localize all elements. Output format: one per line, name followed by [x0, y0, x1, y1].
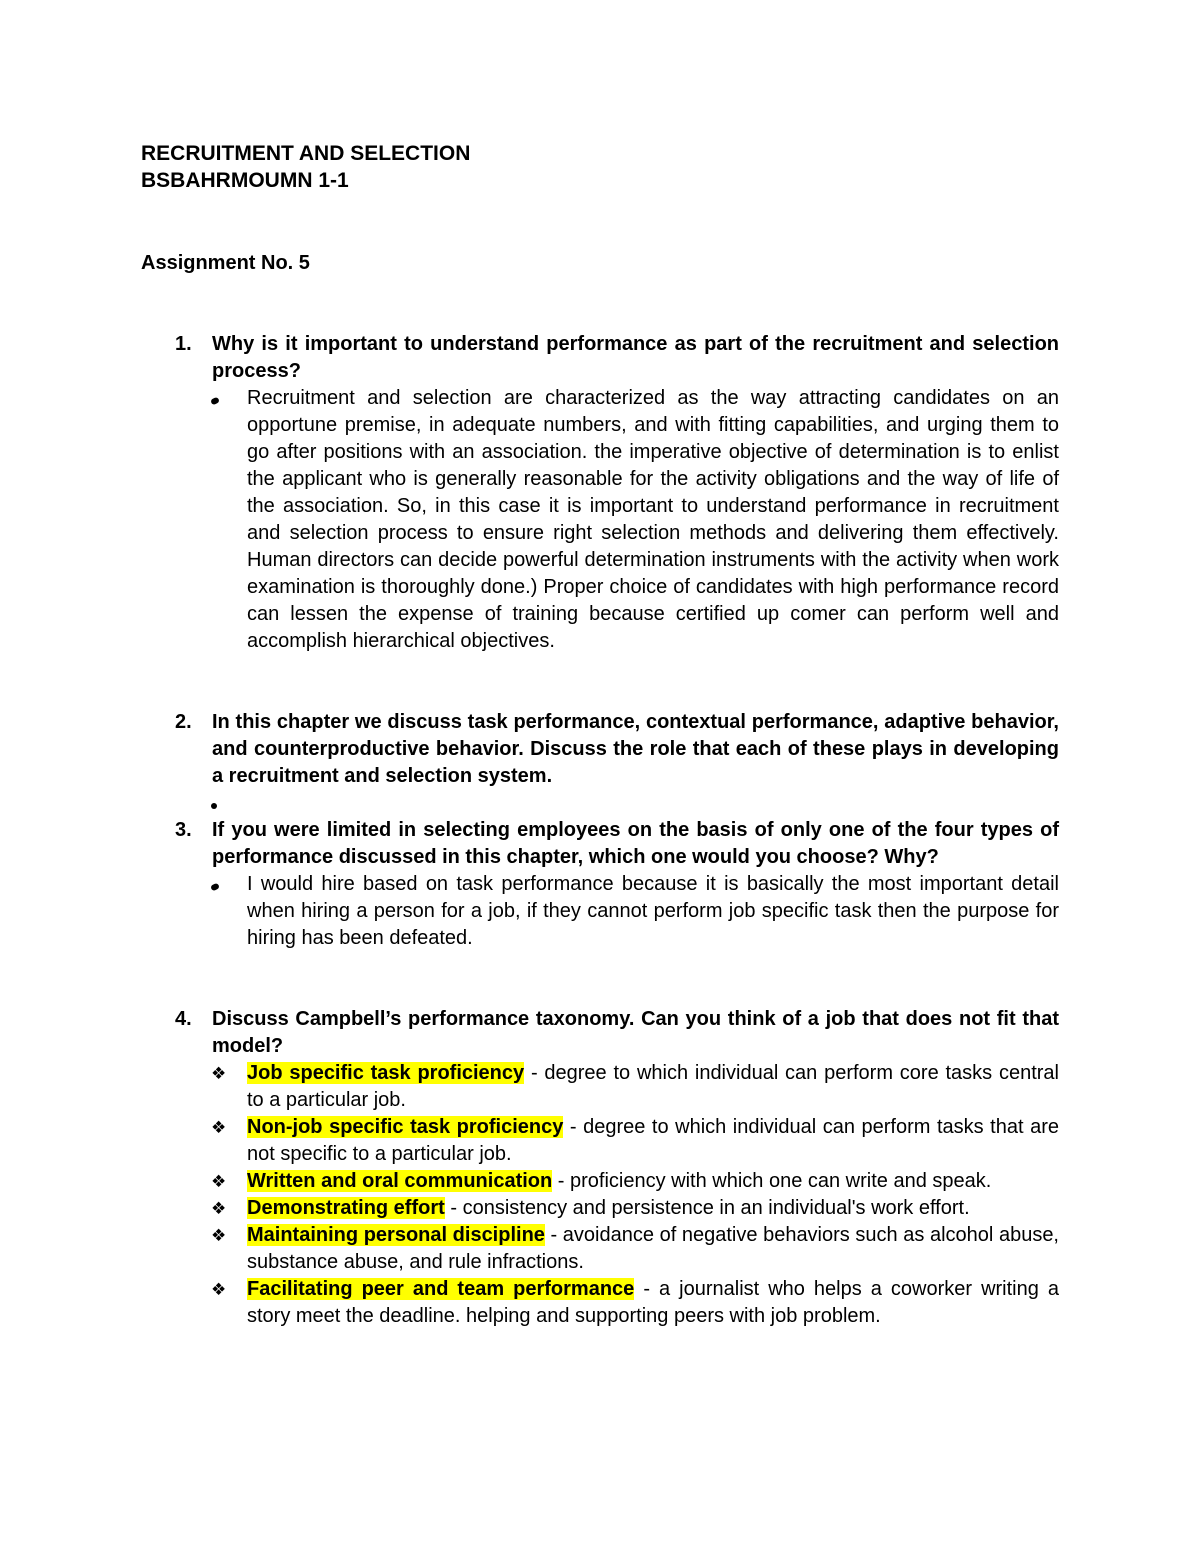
taxonomy-description: - proficiency with which one can write and speak.	[552, 1170, 992, 1192]
document-body	[141, 140, 1059, 1330]
taxonomy-item	[211, 1276, 1060, 1330]
question-1	[141, 331, 1059, 385]
document-title: RECRUITMENT AND SELECTION	[141, 142, 471, 165]
taxonomy-term: Demonstrating effort	[247, 1197, 445, 1219]
answer-2-empty	[247, 790, 1059, 817]
taxonomy-term: Job specific task proficiency	[247, 1062, 525, 1084]
question-number: 3.	[175, 819, 192, 841]
answer-text: Recruitment and selection are characterized as the way attracting candidates on an opportune premise, in adequate numbers, and with fitting capabilities, and urging them to go after positions with an association. the imperative objective of determination is to enlist the applicant who is generally reasonable for the activity obligations and the way of life of the association. So, in this case it is important to understand performance in recruitment and selection process to ensure right selection methods and delivering them effectively. Human directors can decide powerful determination instruments with the activity when work examination is thoroughly done.) Proper choice of candidates with high performance record can lessen the expense of training because certified up comer can perform well and accomplish hierarchical objectives.	[247, 387, 1059, 652]
taxonomy-description: - consistency and persistence in an individual's work effort.	[444, 1197, 970, 1219]
answer-1	[247, 385, 1059, 655]
taxonomy-item	[211, 1222, 1059, 1276]
taxonomy-description: - degree to which individual can perform tasks that are not specific to a particular job.	[247, 1116, 1059, 1165]
taxonomy-item	[211, 1195, 1059, 1222]
bullet-icon	[211, 385, 231, 412]
taxonomy-description: - degree to which individual can perform core tasks central to a particular job.	[247, 1062, 1059, 1111]
taxonomy-description: - a journalist who helps a coworker writing a story meet the deadline. helping and supporting peers with job problem.	[247, 1278, 1060, 1327]
question-text: Discuss Campbell’s performance taxonomy. Can you think of a job that does not fit that model?	[212, 1008, 1059, 1057]
question-text: If you were limited in selecting employees on the basis of only one of the four types of performance discussed in this chapter, which one would you choose? Why?	[212, 819, 1059, 868]
question-number: 4.	[175, 1008, 192, 1030]
taxonomy-item	[211, 1060, 1059, 1114]
answer-text: I would hire based on task performance because it is basically the most important detail when hiring a person for a job, if they cannot perform job specific task then the purpose for hiring has been defeated.	[247, 873, 1059, 949]
question-text: In this chapter we discuss task performance, contextual performance, adaptive behavior, and counterproductive behavior. Discuss the role that each of these plays in developing a recruitment and selection system.	[212, 711, 1059, 787]
diamond-bullet-icon: ❖	[211, 1280, 227, 1299]
diamond-bullet-icon: ❖	[211, 1226, 227, 1245]
taxonomy-term: Written and oral communication	[247, 1170, 553, 1192]
taxonomy-term: Maintaining personal discipline	[247, 1224, 545, 1246]
taxonomy-description: - avoidance of negative behaviors such as alcohol abuse, substance abuse, and rule infractions.	[247, 1224, 1059, 1273]
taxonomy-term: Non-job specific task proficiency	[247, 1116, 564, 1138]
question-number: 1.	[175, 333, 192, 355]
diamond-bullet-icon: ❖	[211, 1199, 227, 1218]
question-number: 2.	[175, 711, 192, 733]
taxonomy-item	[211, 1168, 1059, 1195]
answer-3	[247, 871, 1059, 952]
diamond-bullet-icon: ❖	[211, 1118, 227, 1137]
course-section: BSBAHRMOUMN 1-1	[141, 169, 349, 192]
question-text: Why is it important to understand performance as part of the recruitment and selection process?	[212, 333, 1059, 382]
diamond-bullet-icon: ❖	[211, 1064, 227, 1083]
diamond-bullet-icon: ❖	[211, 1172, 227, 1191]
question-3	[141, 817, 1059, 871]
question-4	[141, 1006, 1059, 1060]
assignment-number: Assignment No. 5	[141, 252, 310, 274]
taxonomy-item	[211, 1114, 1059, 1168]
question-2	[141, 709, 1059, 790]
bullet-icon	[211, 871, 231, 898]
taxonomy-term: Facilitating peer and team performance	[247, 1278, 635, 1300]
bullet-icon	[211, 790, 231, 817]
